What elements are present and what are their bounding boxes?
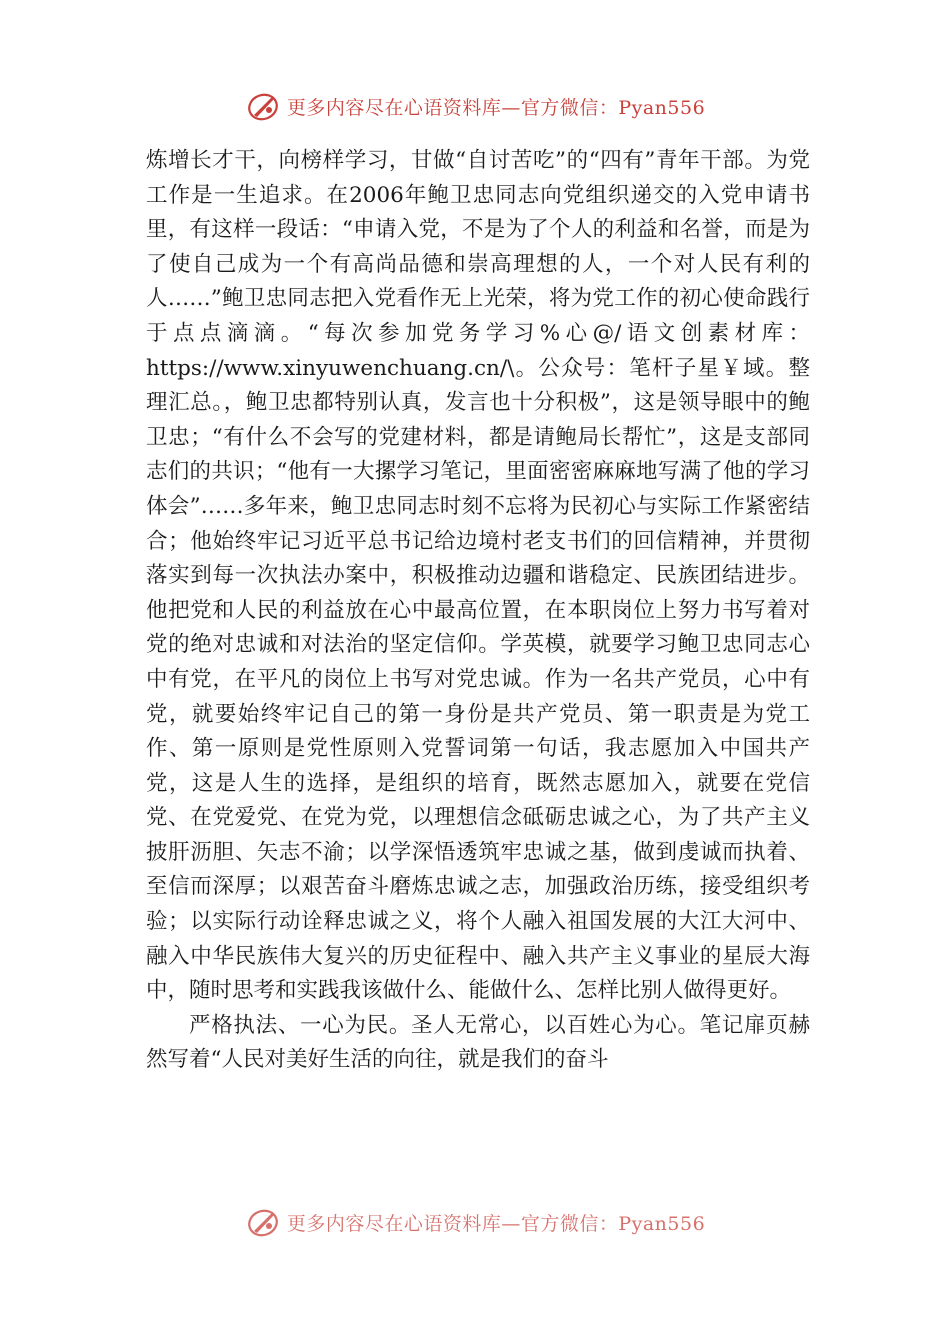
paragraph: 炼增长才干，向榜样学习，甘做“自讨苦吃”的“四有”青年干部。为党工作是一生追求。在2006年鲍卫忠同志向党组织递交的入党申请书里，有这样一段话：“申请入党，不是为了个人的利益和名誉，而是为了使自己成为一个有高尚品德和崇高理想的人，一个对人民有利的人……”鲍卫忠同志把入党看作无上光荣，将为党工作的初心使命践行于点点滴滴。“每次参加党务学习%心@/语文创素材库：https://www.xinyuwenchuang.cn/\。公众号：笔杆子星￥域。整理汇总。，鲍卫忠都特别认真，发言也十分积极”，这是领导眼中的鲍卫忠；“有什么不会写的党建材料，都是请鲍局长帮忙”，这是支部同志们的共识；“他有一大摞学习笔记，里面密密麻麻地写满了他的学习体会”……多年来，鲍卫忠同志时刻不忘将为民初心与实际工作紧密结合；他始终牢记习近平总书记给边境村老支书们的回信精神，并贯彻落实到每一次执法办案中，积极推动边疆和谐稳定、民族团结进步。他把党和人民的利益放在心中最高位置，在本职岗位上努力书写着对党的绝对忠诚和对法治的坚定信仰。学英模，就要学习鲍卫忠同志心中有党，在平凡的岗位上书写对党忠诚。作为一名共产党员，心中有党，就要始终牢记自己的第一身份是共产党员、第一职责是为党工作、第一原则是党性原则入党誓词第一句话，我志愿加入中国共产党，这是人生的选择，是组织的培育，既然志愿加入，就要在党信党、在党爱党、在党为党，以理想信念砥砺忠诚之心，为了共产主义披肝沥胆、矢志不渝；以学深悟透筑牢忠诚之基，做到虔诚而执着、至信而深厚；以艰苦奋斗磨炼忠诚之志，加强政治历练，接受组织考验；以实际行动诠释忠诚之义，将个人融入祖国发展的大江大河中、融入中华民族伟大复兴的历史征程中、融入共产主义事业的星辰大海中，随时思考和实践我该做什么、能做什么、怎样比别人做得更好。 [146, 148, 810, 1004]
brush-pen-logo-icon [245, 88, 281, 124]
page-header [0, 86, 950, 126]
header-banner-text: 更多内容尽在心语资料库—官方微信：Pyan556 [286, 96, 706, 119]
footer-banner-text: 更多内容尽在心语资料库—官方微信：Pyan556 [286, 1212, 706, 1235]
paragraph: 严格执法、一心为民。圣人无常心，以百姓心为心。笔记扉页赫然写着“人民对美好生活的向往，就是我们的奋斗 [146, 1012, 810, 1073]
document-body [146, 144, 810, 1078]
brush-pen-logo-icon [245, 1204, 281, 1240]
page-footer [0, 1202, 950, 1242]
